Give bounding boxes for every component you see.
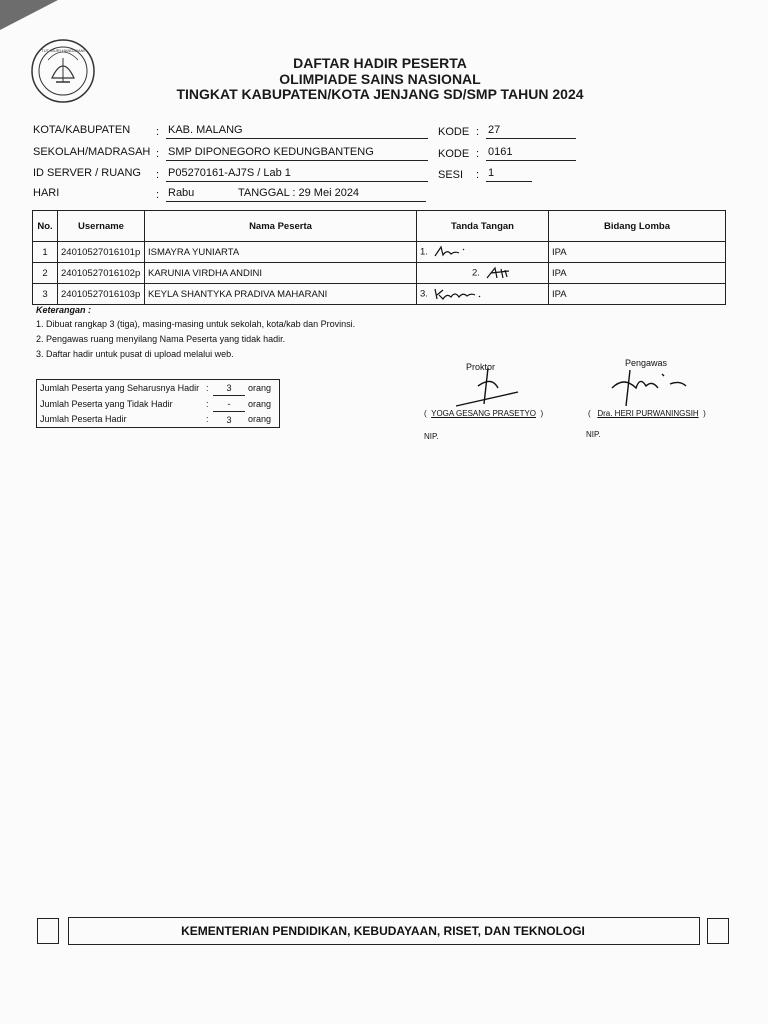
signature-number: 2. — [472, 267, 480, 279]
sekolah-label: SEKOLAH/MADRASAH — [33, 146, 151, 158]
summary-value: 3 — [213, 380, 245, 396]
note-item: 1. Dibuat rangkap 3 (tiga), masing-masing untuk sekolah, kota/kab dan Provinsi. — [36, 319, 356, 329]
colon: : — [156, 126, 160, 138]
kode-kota-value: 27 — [486, 124, 576, 139]
signature-2-icon — [483, 266, 519, 280]
summary-unit: orang — [248, 398, 272, 409]
summary-row: Jumlah Peserta yang Seharusnya Hadir : 3 orang — [37, 380, 280, 396]
pengawas-nip-label: NIP. — [586, 430, 601, 439]
kota-label: KOTA/KABUPATEN — [33, 124, 131, 136]
colon: : — [156, 189, 160, 201]
proktor-name: YOGA GESANG PRASETYO — [431, 409, 537, 418]
table-row — [33, 263, 726, 284]
cell-no: 1 — [33, 242, 58, 263]
cell-username: 24010527016103p — [58, 284, 145, 305]
cell-signature — [417, 284, 549, 305]
pengawas-signature-icon — [600, 366, 700, 410]
proktor-signature-icon — [448, 366, 528, 410]
summary-unit: orang — [248, 382, 272, 393]
kode-label: KODE — [438, 148, 470, 160]
col-header-bidang: Bidang Lomba — [549, 211, 726, 242]
document-subtitle-level: TINGKAT KABUPATEN/KOTA JENJANG SD/SMP TAHUN 2024 — [176, 86, 584, 102]
colon: : — [476, 148, 480, 160]
sesi-value: 1 — [486, 167, 532, 182]
cell-no: 2 — [33, 263, 58, 284]
summary-label: Jumlah Peserta yang Tidak Hadir — [40, 398, 173, 409]
proktor-label: Proktor — [466, 362, 496, 372]
colon: : — [476, 126, 480, 138]
signature-3-icon — [431, 287, 491, 301]
cell-bidang: IPA — [549, 242, 726, 263]
document-title: DAFTAR HADIR PESERTA — [293, 55, 467, 71]
proktor-nip-label: NIP. — [424, 432, 439, 441]
colon: : — [476, 169, 480, 181]
cell-bidang: IPA — [549, 263, 726, 284]
summary-table — [36, 379, 280, 428]
kode-sekolah-value: 0161 — [486, 146, 576, 161]
signature-number: 3. — [420, 288, 428, 300]
pengawas-name: Dra. HERI PURWANINGSIH — [597, 409, 699, 418]
server-label: ID SERVER / RUANG — [33, 167, 141, 179]
note-item: 2. Pengawas ruang menyilang Nama Peserta yang tidak hadir. — [36, 334, 286, 344]
tut-wuri-handayani-logo — [30, 38, 96, 104]
pengawas-label: Pengawas — [625, 358, 668, 368]
summary-row: Jumlah Peserta yang Tidak Hadir : - orang — [37, 396, 280, 412]
logo-text: TUT WURI HANDAYANI — [41, 48, 85, 53]
colon: : — [156, 148, 160, 160]
tanggal-value: TANGGAL : 29 Mei 2024 — [236, 187, 426, 202]
colon: : — [156, 169, 160, 181]
col-header-no: No. — [33, 211, 58, 242]
cell-no: 3 — [33, 284, 58, 305]
cell-nama: ISMAYRA YUNIARTA — [145, 242, 417, 263]
summary-row: Jumlah Peserta Hadir : 3 orang — [37, 412, 280, 428]
summary-value: - — [213, 396, 245, 412]
cell-bidang: IPA — [549, 284, 726, 305]
table-header-row — [33, 211, 726, 242]
notes-heading: Keterangan : — [36, 305, 92, 315]
footer-text: KEMENTERIAN PENDIDIKAN, KEBUDAYAAN, RISET, DAN TEKNOLOGI — [181, 924, 585, 938]
table-row — [33, 242, 726, 263]
summary-value: 3 — [213, 412, 245, 428]
summary-label: Jumlah Peserta yang Seharusnya Hadir — [40, 382, 200, 393]
hari-value: Rabu — [166, 187, 238, 202]
document-subtitle: OLIMPIADE SAINS NASIONAL — [279, 71, 481, 87]
cell-signature — [417, 242, 549, 263]
hari-label: HARI — [33, 187, 60, 199]
server-value: P05270161-AJ7S / Lab 1 — [166, 167, 428, 182]
sesi-label: SESI — [438, 169, 464, 181]
cell-nama: KEYLA SHANTYKA PRADIVA MAHARANI — [145, 284, 417, 305]
proktor-name-line: ( YOGA GESANG PRASETYO ) — [424, 409, 544, 418]
col-header-nama: Nama Peserta — [145, 211, 417, 242]
sekolah-value: SMP DIPONEGORO KEDUNGBANTENG — [166, 146, 428, 161]
signature-1-icon — [431, 245, 471, 259]
summary-unit: orang — [248, 414, 272, 425]
attendance-table — [32, 210, 726, 305]
summary-label: Jumlah Peserta Hadir — [40, 414, 127, 425]
cell-signature — [417, 263, 549, 284]
footer-left-box — [37, 918, 59, 944]
cell-username: 24010527016101p — [58, 242, 145, 263]
cell-username: 24010527016102p — [58, 263, 145, 284]
kode-label: KODE — [438, 126, 470, 138]
signature-number: 1. — [420, 246, 428, 258]
cell-nama: KARUNIA VIRDHA ANDINI — [145, 263, 417, 284]
footer-right-box — [707, 918, 729, 944]
kota-value: KAB. MALANG — [166, 124, 428, 139]
col-header-tanda-tangan: Tanda Tangan — [417, 211, 549, 242]
pengawas-name-line: ( Dra. HERI PURWANINGSIH ) — [588, 409, 706, 418]
table-row — [33, 284, 726, 305]
note-item: 3. Daftar hadir untuk pusat di upload melalui web. — [36, 349, 234, 359]
col-header-username: Username — [58, 211, 145, 242]
